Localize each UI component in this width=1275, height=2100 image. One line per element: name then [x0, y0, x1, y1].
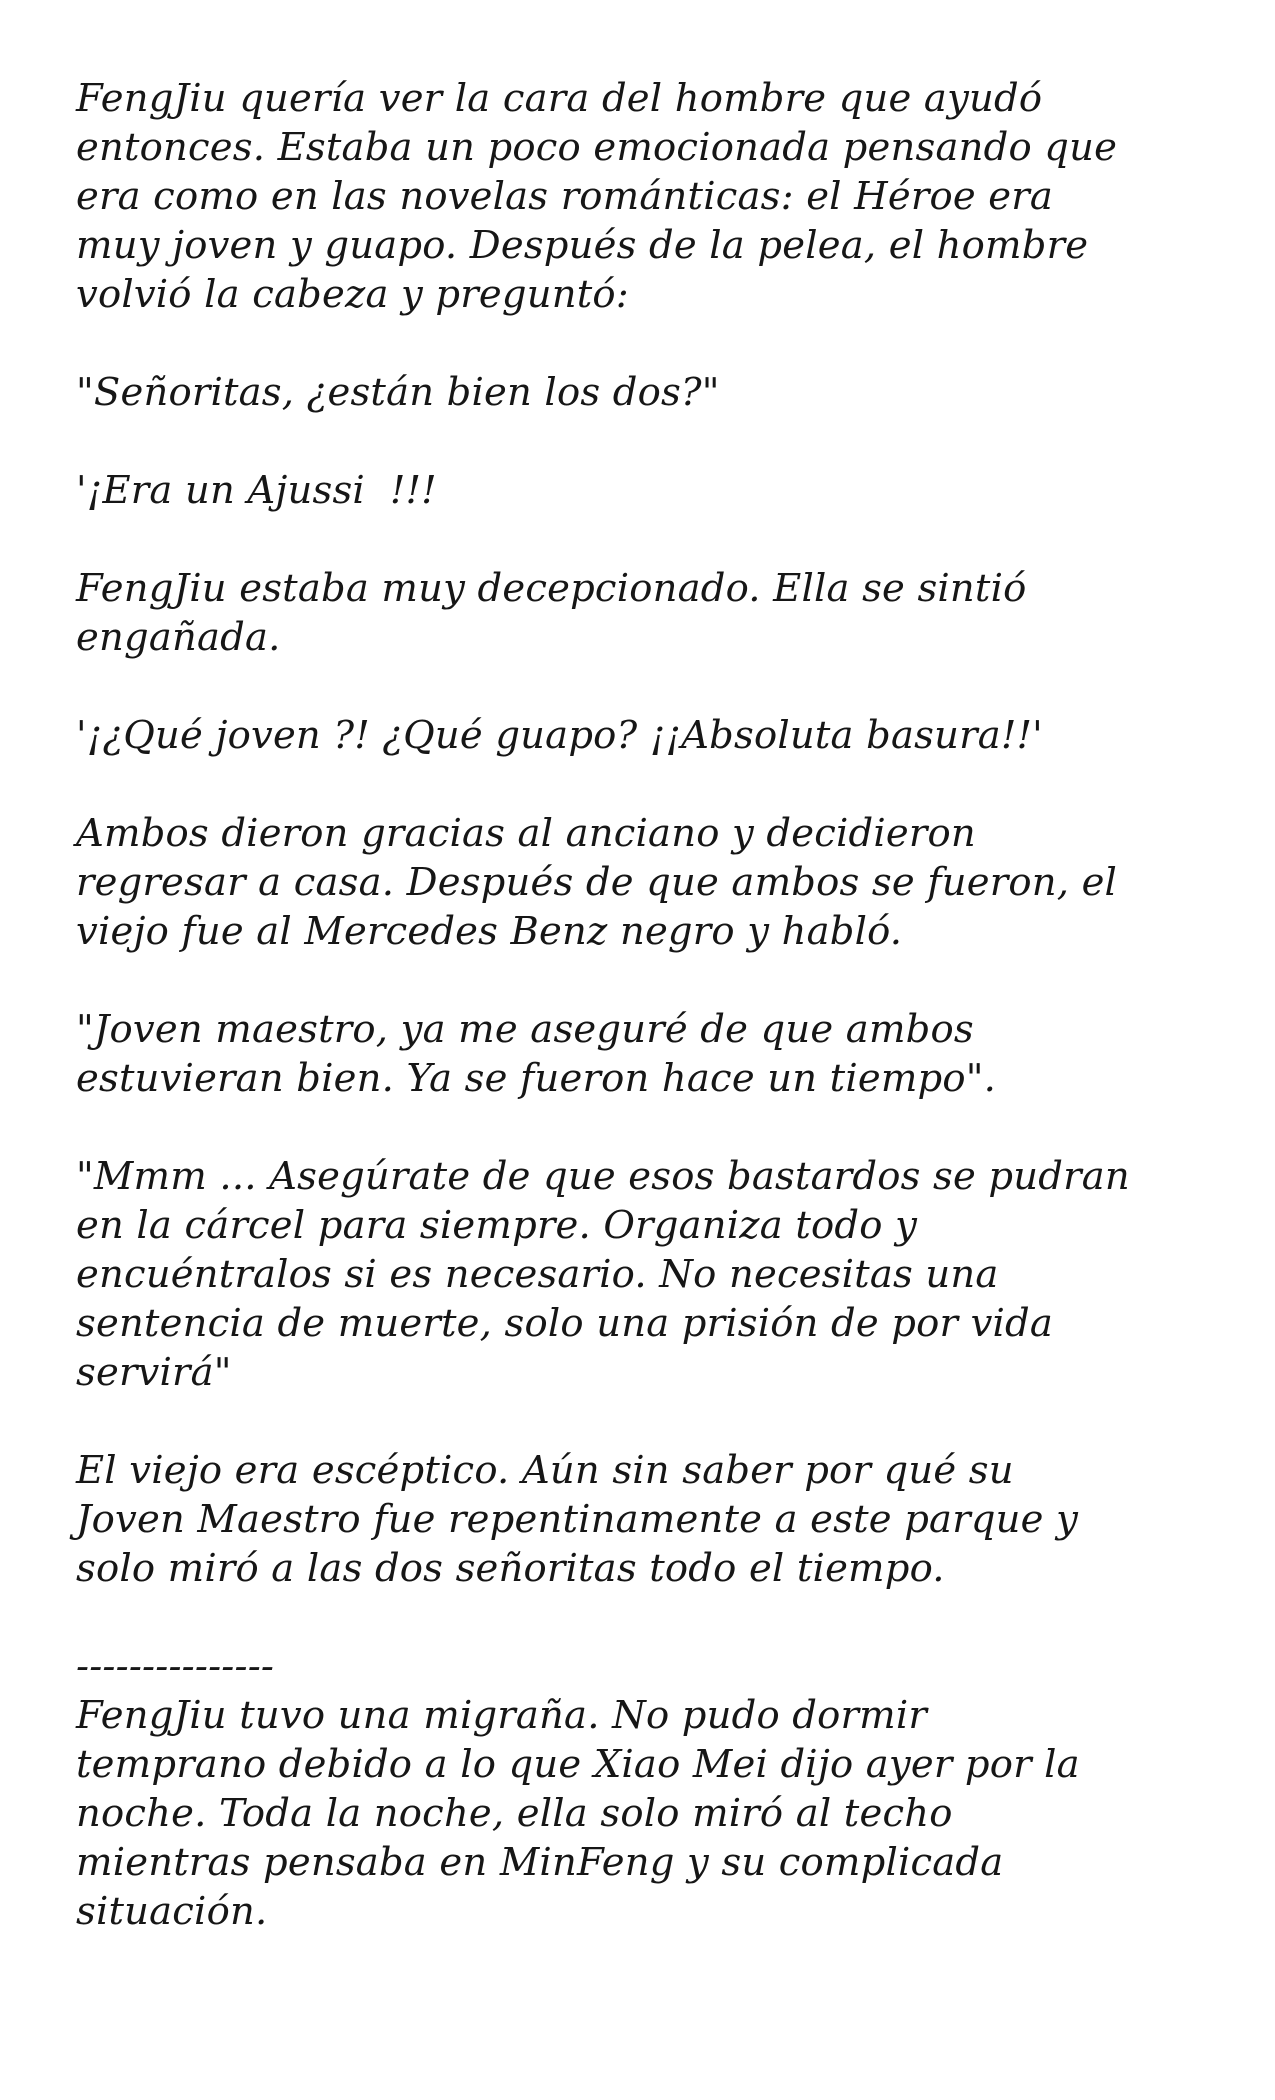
text-line: situación. — [76, 1889, 268, 1934]
text-line: mientras pensaba en MinFeng y su complicada — [76, 1840, 1004, 1885]
text-line: encuéntralos si es necesario. No necesitas una — [76, 1252, 999, 1297]
text-line: Joven Maestro fue repentinamente a este parque y — [76, 1497, 1079, 1542]
text-line: entonces. Estaba un poco emocionada pensando que — [76, 125, 1118, 170]
text-line: '¡¿Qué joven ?! ¿Qué guapo? ¡¡Absoluta basura!!' — [76, 713, 1043, 758]
text-line: temprano debido a lo que Xiao Mei dijo ayer por la — [76, 1742, 1080, 1787]
text-line: muy joven y guapo. Después de la pelea, el hombre — [76, 223, 1089, 268]
text-line: FengJiu estaba muy decepcionado. Ella se sintió — [76, 566, 1027, 611]
text-line: servirá" — [76, 1350, 232, 1395]
text-line: sentencia de muerte, solo una prisión de por vida — [76, 1301, 1054, 1346]
paragraph-fengjiu-wanted-to-see — [76, 74, 1226, 319]
paragraph-fengjiu-disappointed — [76, 564, 1226, 662]
paragraph-mmm-asegurate — [76, 1152, 1226, 1397]
paragraph-fengjiu-migrana — [76, 1691, 1226, 1936]
text-line: era como en las novelas románticas: el Héroe era — [76, 174, 1054, 219]
text-line: regresar a casa. Después de que ambos se fueron, el — [76, 860, 1118, 905]
text-line: FengJiu tuvo una migraña. No pudo dormir — [76, 1693, 927, 1738]
section-separator: --------------- — [76, 1644, 275, 1689]
text-line: noche. Toda la noche, ella solo miró al techo — [76, 1791, 953, 1836]
paragraph-el-viejo-esceptico — [76, 1446, 1226, 1593]
text-line: El viejo era escéptico. Aún sin saber por qué su — [76, 1448, 1014, 1493]
paragraph-senoritas-question — [76, 368, 1226, 417]
text-line: viejo fue al Mercedes Benz negro y habló. — [76, 909, 903, 954]
paragraph-joven-maestro — [76, 1005, 1226, 1103]
text-line: "Mmm ... Asegúrate de que esos bastardos se pudran — [76, 1154, 1130, 1199]
text-line: FengJiu quería ver la cara del hombre que ayudó — [76, 76, 1043, 121]
text-line: '¡Era un Ajussi !!! — [76, 468, 437, 513]
text-line: "Joven maestro, ya me aseguré de que ambos — [76, 1007, 974, 1052]
document-body — [76, 74, 1226, 1936]
paragraph-ambos-dieron-gracias — [76, 809, 1226, 956]
text-line: solo miró a las dos señoritas todo el tiempo. — [76, 1546, 945, 1591]
text-line: Ambos dieron gracias al anciano y decidieron — [76, 811, 976, 856]
text-line: engañada. — [76, 615, 281, 660]
paragraph-que-joven — [76, 711, 1226, 760]
text-line: estuvieran bien. Ya se fueron hace un tiempo". — [76, 1056, 997, 1101]
text-line: en la cárcel para siempre. Organiza todo y — [76, 1203, 918, 1248]
text-line: "Señoritas, ¿están bien los dos?" — [76, 370, 720, 415]
text-line: volvió la cabeza y preguntó: — [76, 272, 629, 317]
paragraph-era-un-ajussi — [76, 466, 1226, 515]
